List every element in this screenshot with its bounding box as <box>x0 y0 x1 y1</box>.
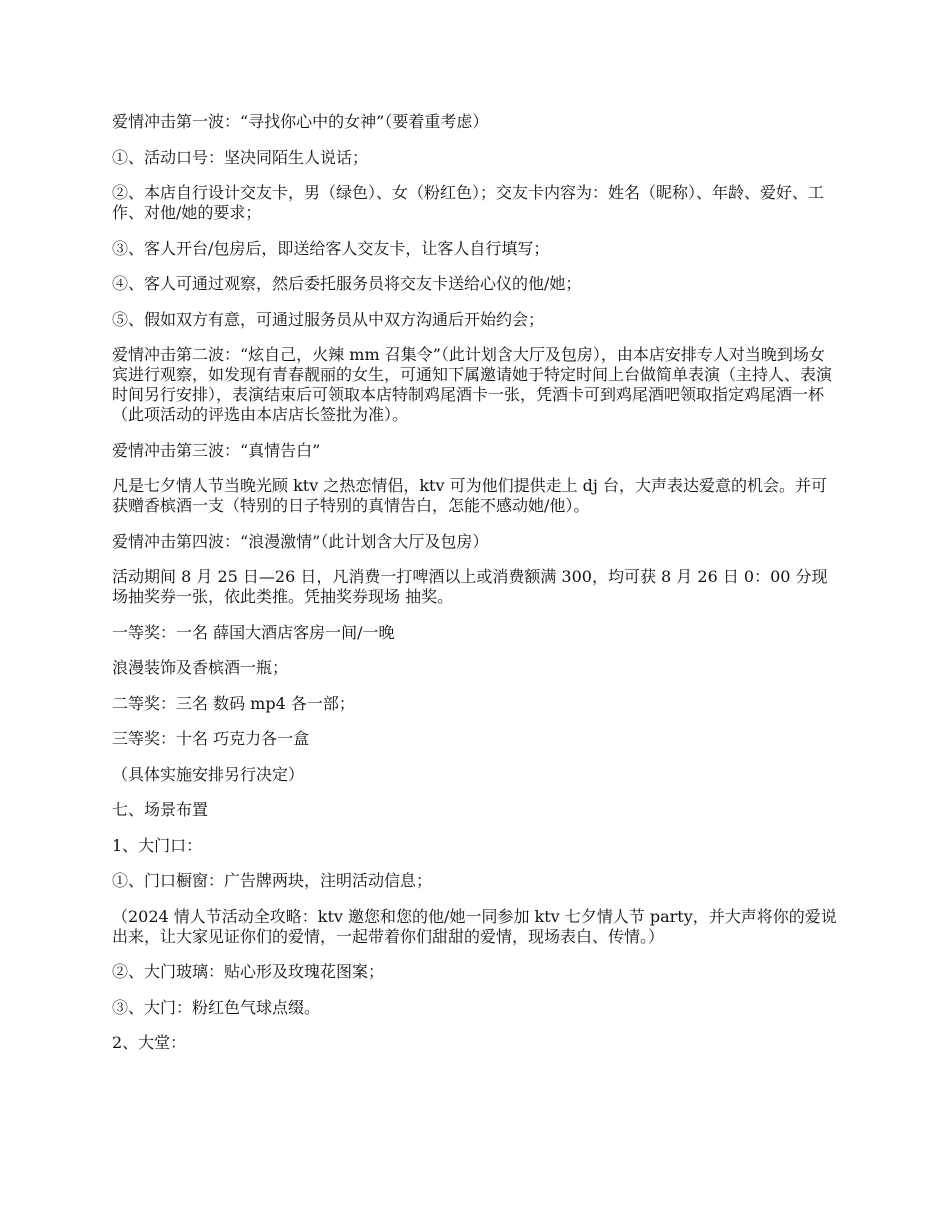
paragraph-wave3-body: 凡是七夕情人节当晚光顾 ktv 之热恋情侣，ktv 可为他们提供走上 dj 台，大声表达爱意的机会。并可获赠香槟酒一支（特别的日子特别的真情告白，怎能不感动她/他）。 <box>112 476 827 515</box>
subheading-gate: 1、大门口： <box>112 835 203 855</box>
paragraph-wave1-slogan: ①、活动口号：坚决同陌生人说话； <box>112 147 369 167</box>
paragraph-gate-window: ①、门口橱窗：广告牌两块，注明活动信息； <box>112 871 433 890</box>
paragraph-wave1-title: 爱情冲击第一波：“寻找你心中的女神”（要着重考虑） <box>112 112 489 131</box>
paragraph-wave1-date: ⑤、假如双方有意，可通过服务员从中双方沟通后开始约会； <box>112 309 545 329</box>
paragraph-third-prize: 三等奖：十名 巧克力各一盒 <box>112 729 310 748</box>
paragraph-first-prize-extra: 浪漫装饰及香槟酒一瓶； <box>112 658 289 677</box>
subheading-lobby: 2、大堂： <box>112 1033 187 1052</box>
section-heading-scene: 七、场景布置 <box>112 800 209 819</box>
paragraph-wave1-send: ④、客人可通过观察，然后委托服务员将交友卡送给心仪的他/她； <box>112 274 582 293</box>
paragraph-wave4-body: 活动期间 8 月 25 日—26 日，凡消费一打啤酒以上或消费额满 300，均可获 8 月 26 日 0：00 分现场抽奖券一张，依此类推。凭抽奖券现场 抽奖。 <box>112 567 828 606</box>
paragraph-gate-ad: （2024 情人节活动全攻略：ktv 邀您和您的他/她一同参加 ktv 七夕情人节 party，并大声将你的爱说出来，让大家见证你们的爱情，一起带着你们甜甜的爱情，现场表白、传情。） <box>112 906 837 946</box>
paragraph-wave3-title: 爱情冲击第三波：“真情告白” <box>112 440 321 460</box>
paragraph-first-prize: 一等奖：一名 薛国大酒店客房一间/一晚 <box>112 622 395 642</box>
paragraph-wave1-card: ②、本店自行设计交友卡，男（绿色）、女（粉红色）；交友卡内容为：姓名（昵称）、年龄、爱好、工作、对他/她的要求； <box>112 183 825 222</box>
paragraph-wave4-title: 爱情冲击第四波：“浪漫激情”（此计划含大厅及包房） <box>112 531 489 551</box>
paragraph-second-prize: 二等奖：三名 数码 mp4 各一部； <box>112 693 355 713</box>
paragraph-gate-door: ③、大门：粉红色气球点缀。 <box>112 997 321 1017</box>
paragraph-wave2: 爱情冲击第二波：“炫自己，火辣 mm 召集令”（此计划含大厅及包房），由本店安排专人对当晚到场女宾进行观察，如发现有青春靓丽的女生，可通知下属邀请她于特定时间上台做简单表演（主持人、表演时间另行安排），表演结束后可领取本店特制鸡尾酒卡一张，凭酒卡可到鸡尾酒吧领取指定鸡尾酒一杯（此项活动的评选由本店店长签批为准）。 <box>112 345 833 424</box>
paragraph-note: （具体实施安排另行决定） <box>112 764 305 784</box>
document-body <box>112 112 838 1069</box>
paragraph-gate-glass: ②、大门玻璃：贴心形及玫瑰花图案； <box>112 962 385 981</box>
paragraph-wave1-fill: ③、客人开台/包房后，即送给客人交友卡，让客人自行填写； <box>112 238 550 258</box>
